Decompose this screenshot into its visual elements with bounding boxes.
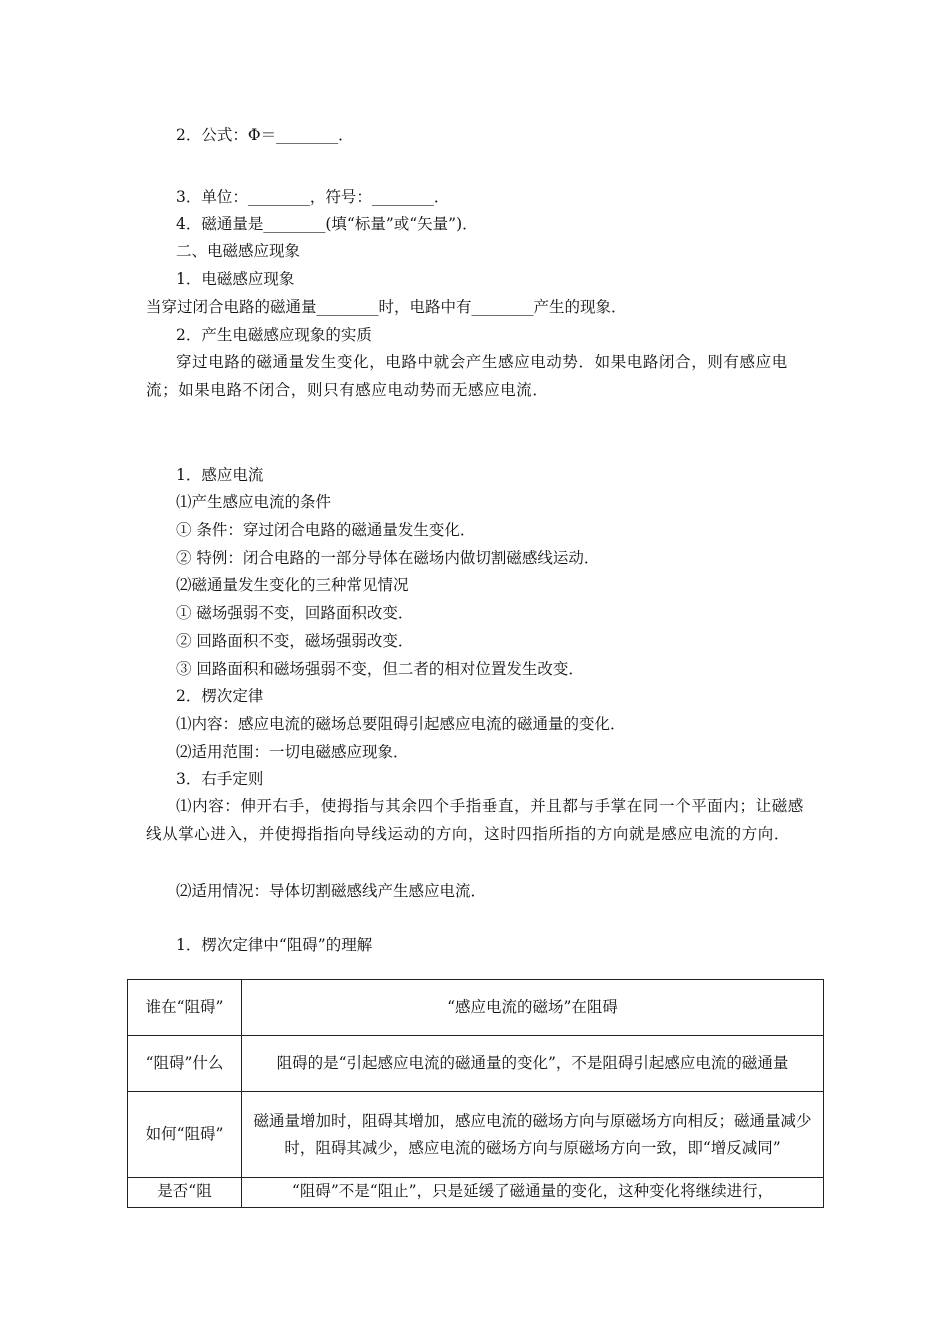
row-header: 谁在“阻碍”	[128, 980, 242, 1036]
row-content: “感应电流的磁场”在阻碍	[242, 980, 824, 1036]
row-content: 磁通量增加时，阻碍其增加，感应电流的磁场方向与原磁场方向相反；磁通量减少时，阻碍其减少，感应电流的磁场方向与原磁场方向一致，即“增反减同”	[242, 1092, 824, 1178]
table-row	[128, 1036, 824, 1092]
definition-line: 当穿过闭合电路的磁通量________时，电路中有________产生的现象．	[146, 298, 627, 316]
case-item-2: ② 回路面积不变，磁场强弱改变．	[176, 632, 414, 650]
table-row	[128, 1178, 824, 1208]
lenz-content: ⑴内容：感应电流的磁场总要阻碍引起感应电流的磁通量的变化．	[176, 715, 626, 733]
right-hand-rule-usage: ⑵适用情况：导体切割磁感线产生感应电流．	[176, 882, 487, 900]
lenz-scope: ⑵适用范围：一切电磁感应现象．	[176, 743, 409, 761]
row-content: 阻碍的是“引起感应电流的磁通量的变化”，不是阻碍引起感应电流的磁通量	[242, 1036, 824, 1092]
heading-lenz-law: 2．楞次定律	[176, 687, 264, 705]
formula-line: 2．公式：Φ＝________．	[176, 126, 354, 144]
essence-paragraph: 穿过电路的磁通量发生变化，电路中就会产生感应电动势．如果电路闭合，则有感应电流；如果电路不闭合，则只有感应电动势而无感应电流．	[146, 353, 788, 399]
conditions-heading: ⑴产生感应电流的条件	[176, 493, 332, 511]
case-item-1: ① 磁场强弱不变，回路面积改变．	[176, 604, 414, 622]
condition-item-2: ② 特例：闭合电路的一部分导体在磁场内做切割磁感线运动．	[176, 549, 600, 567]
table-row	[128, 980, 824, 1036]
heading-right-hand-rule: 3．右手定则	[176, 770, 264, 788]
row-header: 如何“阻碍”	[128, 1092, 242, 1178]
subheading-essence: 2．产生电磁感应现象的实质	[176, 326, 372, 344]
row-content: “阻碍”不是“阻止”，只是延缓了磁通量的变化，这种变化将继续进行，	[242, 1178, 824, 1208]
subheading-em-induction: 1．电磁感应现象	[176, 270, 295, 288]
condition-item-1: ① 条件：穿过闭合电路的磁通量发生变化．	[176, 521, 476, 539]
heading-induced-current: 1．感应电流	[176, 466, 264, 484]
hindrance-table	[127, 979, 824, 1208]
heading-hindrance: 1．楞次定律中“阻碍”的理解	[176, 936, 373, 954]
case-item-3: ③ 回路面积和磁场强弱不变，但二者的相对位置发生改变．	[176, 660, 584, 678]
row-header: “阻碍”什么	[128, 1036, 242, 1092]
row-header: 是否“阻	[128, 1178, 242, 1208]
right-hand-rule-paragraph: ⑴内容：伸开右手，使拇指与其余四个手指垂直，并且都与手掌在同一个平面内；让磁感线从掌心进入，并使拇指指向导线运动的方向，这时四指所指的方向就是感应电流的方向．	[146, 797, 804, 843]
cases-heading: ⑵磁通量发生变化的三种常见情况	[176, 576, 409, 594]
scalar-vector-line: 4．磁通量是________(填“标量”或“矢量”)．	[176, 215, 478, 233]
unit-line: 3．单位：________，符号：________．	[176, 188, 450, 206]
section-heading-em-induction: 二、电磁感应现象	[176, 242, 301, 260]
table-row	[128, 1092, 824, 1178]
